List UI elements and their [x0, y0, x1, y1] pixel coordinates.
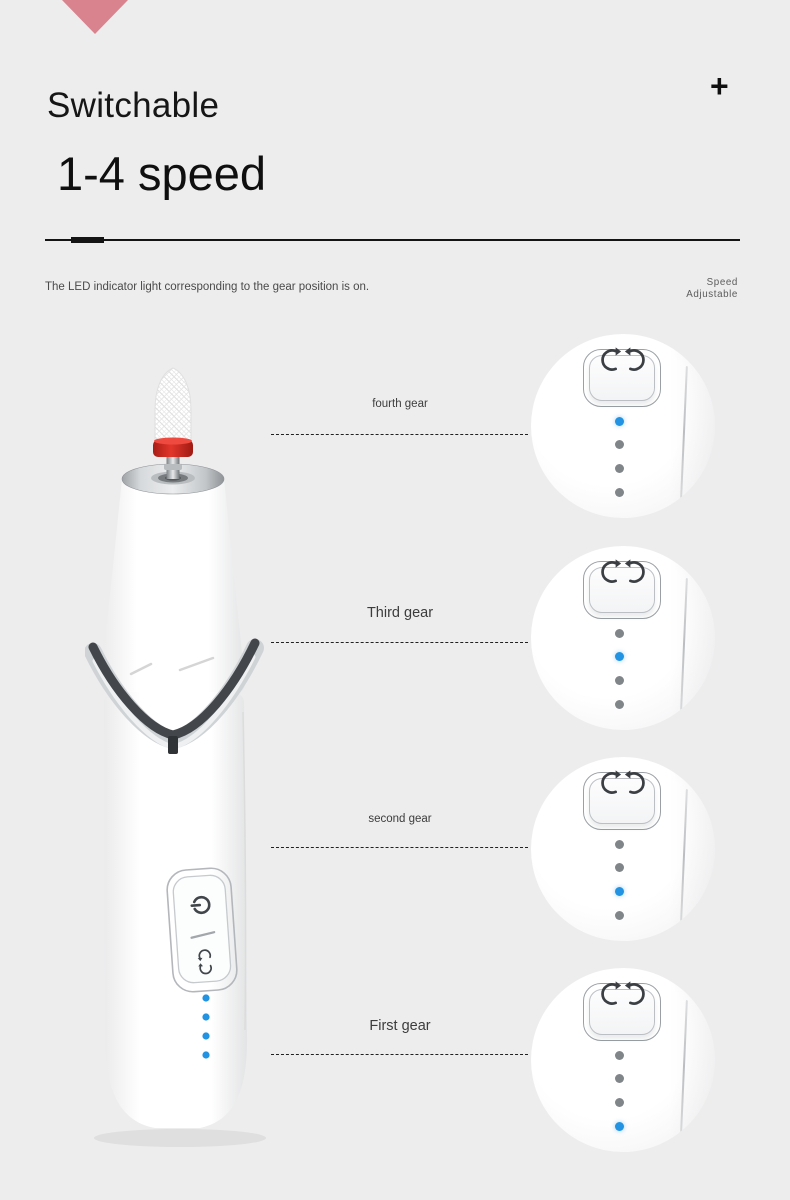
rotation-icon: [601, 979, 645, 1009]
led-dot: [615, 1098, 624, 1107]
led-dot: [615, 629, 624, 638]
plus-icon: +: [710, 68, 729, 104]
led-dot: [615, 440, 624, 449]
gear-row-fourth: [0, 334, 790, 524]
gear-label: fourth gear: [372, 398, 428, 410]
led-dot: [615, 911, 624, 920]
dashed-connector: [271, 434, 528, 435]
led-dot: [615, 464, 624, 473]
led-dot: [615, 652, 624, 661]
rotation-icon: [601, 768, 645, 798]
side-note-line1: Speed: [706, 277, 738, 288]
page-title: Switchable: [47, 86, 220, 125]
led-dot: [615, 840, 624, 849]
device-edge-line: [680, 789, 688, 921]
gear-detail-circle: [531, 546, 715, 730]
gear-row-second: [0, 757, 790, 947]
led-dot: [615, 887, 624, 896]
gear-detail-circle: [531, 968, 715, 1152]
led-dot: [615, 1074, 624, 1083]
divider-accent: [71, 237, 104, 243]
led-dot: [615, 488, 624, 497]
device-edge-line: [680, 578, 688, 710]
page-subtitle: 1-4 speed: [57, 147, 267, 200]
led-dot: [615, 1051, 624, 1060]
caption-text: The LED indicator light corresponding to the gear position is on.: [45, 281, 370, 293]
gear-detail-circle: [531, 757, 715, 941]
side-note: [686, 277, 738, 301]
gear-row-first: [0, 968, 790, 1158]
dashed-connector: [271, 642, 528, 643]
dashed-connector: [271, 847, 528, 848]
dashed-connector: [271, 1054, 528, 1055]
led-dot: [615, 863, 624, 872]
gear-row-third: [0, 546, 790, 736]
led-dot: [615, 417, 624, 426]
gear-label: second gear: [368, 813, 432, 825]
gear-label: Third gear: [366, 605, 434, 621]
divider-line: [45, 239, 740, 241]
side-note-line2: Adjustable: [686, 289, 738, 300]
gear-detail-circle: [531, 334, 715, 518]
rotation-icon: [601, 345, 645, 375]
pink-triangle-pointer: [62, 0, 128, 34]
led-dot: [615, 700, 624, 709]
gear-label: First gear: [369, 1018, 431, 1034]
led-dot: [615, 676, 624, 685]
device-edge-line: [680, 366, 688, 498]
rotation-icon: [601, 557, 645, 587]
led-dot: [615, 1122, 624, 1131]
device-edge-line: [680, 1000, 688, 1132]
